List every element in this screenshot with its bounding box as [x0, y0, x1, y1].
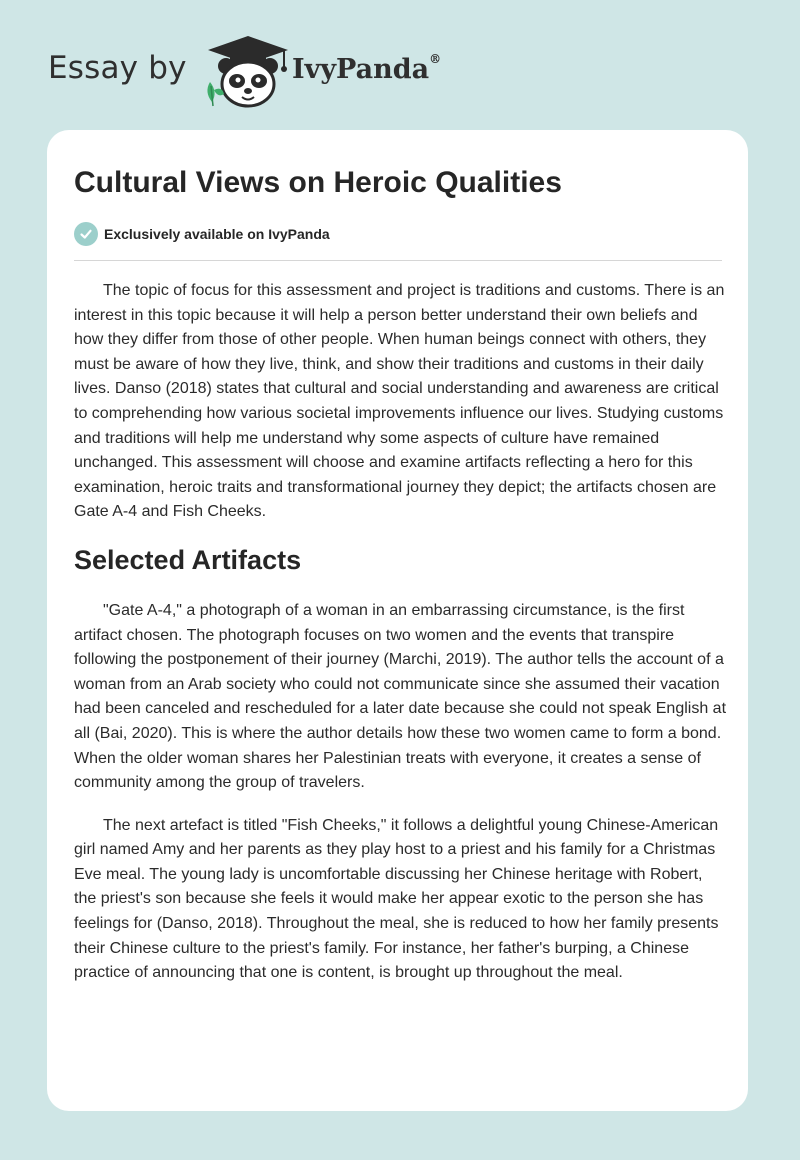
body-paragraph-1: "Gate A-4," a photograph of a woman in an embarrassing circumstance, is the first artifact chosen. The photograph focuses on two women and the events that transpire following the postponement of their journey (Marchi, 2019). The author tells the account of a woman from an Arab society who could not communicate since she assumed their vacation had been canceled and rescheduled for a later date because she could not speak English at all (Bai, 2020). This is where the author details how these two women came to form a bond. When the older woman shares her Palestinian treats with everyone, it creates a sense of community among the group of travelers. — [74, 601, 727, 792]
brand-name[interactable] — [292, 54, 441, 85]
body-paragraph-2: The next artefact is titled "Fish Cheeks," it follows a delightful young Chinese-American girl named Amy and her parents as they play host to a priest and his family for a Christmas Eve meal. The young lady is uncomfortable discussing her Chinese heritage with Robert, the priest's son because she feels it would make her appear exotic to the person she has feelings for (Danso, 2018). Throughout the meal, she is reduced to how her family presents their Chinese culture to the priest's family. For instance, her father's burping, a Chinese practice of announcing that one is content, is brought up throughout the meal. — [74, 816, 719, 982]
exclusive-label: Exclusively available on IvyPanda — [104, 226, 330, 242]
panda-mascot-icon — [200, 34, 296, 110]
registered-mark: ® — [429, 52, 442, 66]
brand-text: IvyPanda — [292, 54, 430, 85]
site-header — [0, 0, 800, 120]
essay-card — [47, 130, 748, 1111]
divider — [74, 260, 722, 261]
exclusive-badge — [74, 222, 330, 246]
essay-body — [74, 279, 726, 986]
checkmark-icon — [74, 222, 98, 246]
essay-by-label: Essay by — [48, 50, 187, 86]
ivypanda-logo[interactable] — [200, 34, 296, 110]
essay-title: Cultural Views on Heroic Qualities — [74, 166, 562, 199]
section-heading: Selected Artifacts — [74, 544, 302, 575]
intro-paragraph: The topic of focus for this assessment and project is traditions and customs. There is an interest in this topic because it will help a person better understand their own beliefs and how they differ from those of other people. When human beings connect with others, they must be aware of how they live, think, and show their traditions and customs in their daily lives. Danso (2018) states that cultural and social understanding and awareness are critical to comprehending how various societal improvements influence our lives. Studying customs and traditions will help me understand why some aspects of culture have remained unchanged. This assessment will choose and examine artifacts reflecting a hero for this examination, heroic traits and transformational journey they depict; the artifacts chosen are Gate A-4 and Fish Cheeks. — [74, 282, 725, 521]
